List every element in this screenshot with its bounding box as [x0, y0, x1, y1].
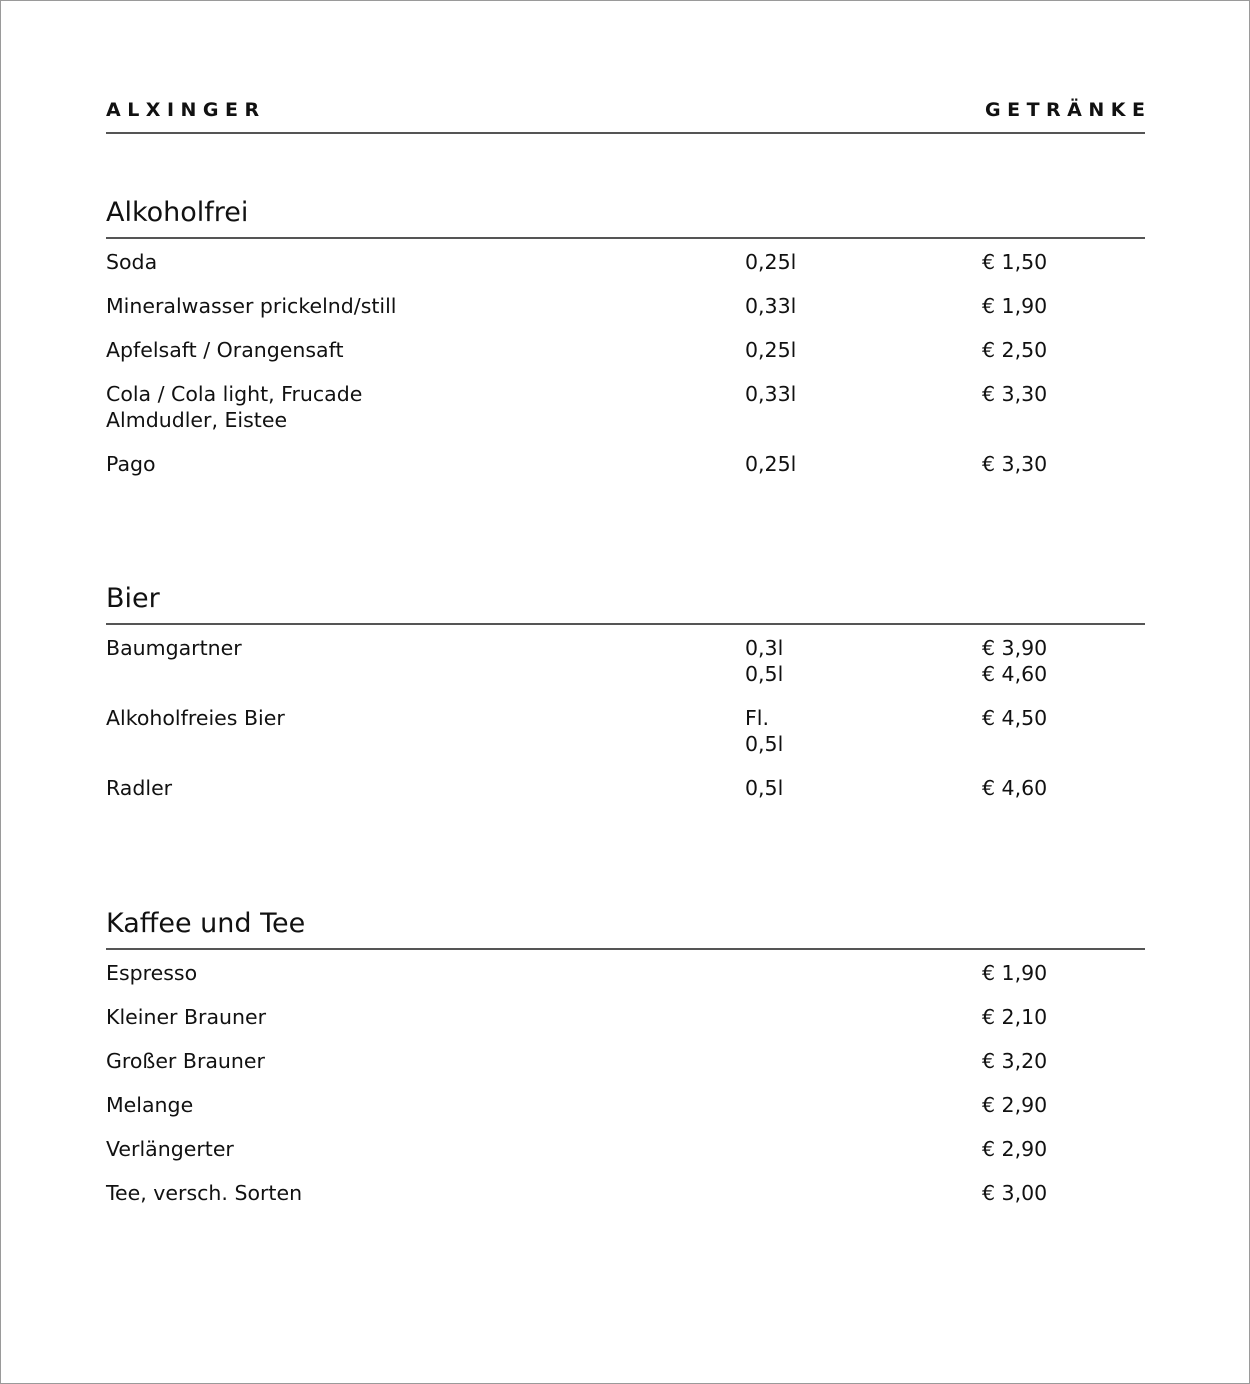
- section-divider: [106, 623, 1145, 625]
- item-price: € 4,60: [982, 776, 1048, 800]
- item-name: Radler: [106, 776, 173, 800]
- menu-item: [106, 1136, 1145, 1162]
- section-divider: [106, 237, 1145, 239]
- section-title-alkoholfrei: Alkoholfrei: [106, 197, 249, 228]
- page-header: [106, 99, 1152, 121]
- item-name: Soda: [106, 250, 158, 274]
- item-name: Pago: [106, 452, 156, 476]
- item-size: Fl.: [745, 706, 770, 730]
- item-name: Großer Brauner: [106, 1049, 265, 1073]
- section-divider: [106, 948, 1145, 950]
- item-size: 0,5l: [745, 662, 784, 686]
- menu-item: [106, 451, 1145, 477]
- item-name: Almdudler, Eistee: [106, 408, 288, 432]
- item-price: € 2,90: [982, 1137, 1048, 1161]
- item-price: € 3,30: [982, 452, 1048, 476]
- menu-item: [106, 1004, 1145, 1030]
- item-price: € 3,20: [982, 1049, 1048, 1073]
- menu-item: [106, 775, 1145, 801]
- item-size: 0,33l: [745, 294, 797, 318]
- item-size: 0,25l: [745, 452, 797, 476]
- item-price: € 3,00: [982, 1181, 1048, 1205]
- menu-item: [106, 249, 1145, 275]
- item-name: Espresso: [106, 961, 198, 985]
- item-name: Alkoholfreies Bier: [106, 706, 285, 730]
- item-name: Mineralwasser prickelnd/still: [106, 294, 397, 318]
- header-divider: [106, 132, 1145, 134]
- item-name: Kleiner Brauner: [106, 1005, 267, 1029]
- item-size: 0,5l: [745, 776, 784, 800]
- item-price: € 3,90: [982, 636, 1048, 660]
- menu-item: [106, 960, 1145, 986]
- item-size: 0,5l: [745, 732, 784, 756]
- item-price: € 1,90: [982, 294, 1048, 318]
- item-name: Cola / Cola light, Frucade: [106, 382, 363, 406]
- menu-item: [106, 1180, 1145, 1206]
- menu-item: [106, 293, 1145, 319]
- item-name: Baumgartner: [106, 636, 242, 660]
- item-name: Verlängerter: [106, 1137, 234, 1161]
- menu-item: [106, 1092, 1145, 1118]
- section-title-kaffee-und-tee: Kaffee und Tee: [106, 908, 306, 939]
- restaurant-name: ALXINGER: [106, 99, 266, 121]
- item-size: 0,33l: [745, 382, 797, 406]
- menu-item: [106, 381, 1145, 433]
- menu-item: [106, 1048, 1145, 1074]
- item-price: € 2,50: [982, 338, 1048, 362]
- section-title-bier: Bier: [106, 583, 160, 614]
- item-name: Apfelsaft / Orangensaft: [106, 338, 344, 362]
- item-price: € 2,90: [982, 1093, 1048, 1117]
- item-size: 0,3l: [745, 636, 784, 660]
- item-price: € 3,30: [982, 382, 1048, 406]
- menu-item: [106, 705, 1145, 757]
- item-name: Tee, versch. Sorten: [106, 1181, 303, 1205]
- item-size: 0,25l: [745, 338, 797, 362]
- item-price: € 2,10: [982, 1005, 1048, 1029]
- item-price: € 1,90: [982, 961, 1048, 985]
- item-price: € 4,50: [982, 706, 1048, 730]
- menu-item: [106, 337, 1145, 363]
- item-price: € 1,50: [982, 250, 1048, 274]
- page-category: GETRÄNKE: [985, 99, 1152, 121]
- item-size: 0,25l: [745, 250, 797, 274]
- item-price: € 4,60: [982, 662, 1048, 686]
- item-name: Melange: [106, 1093, 194, 1117]
- menu-item: [106, 635, 1145, 687]
